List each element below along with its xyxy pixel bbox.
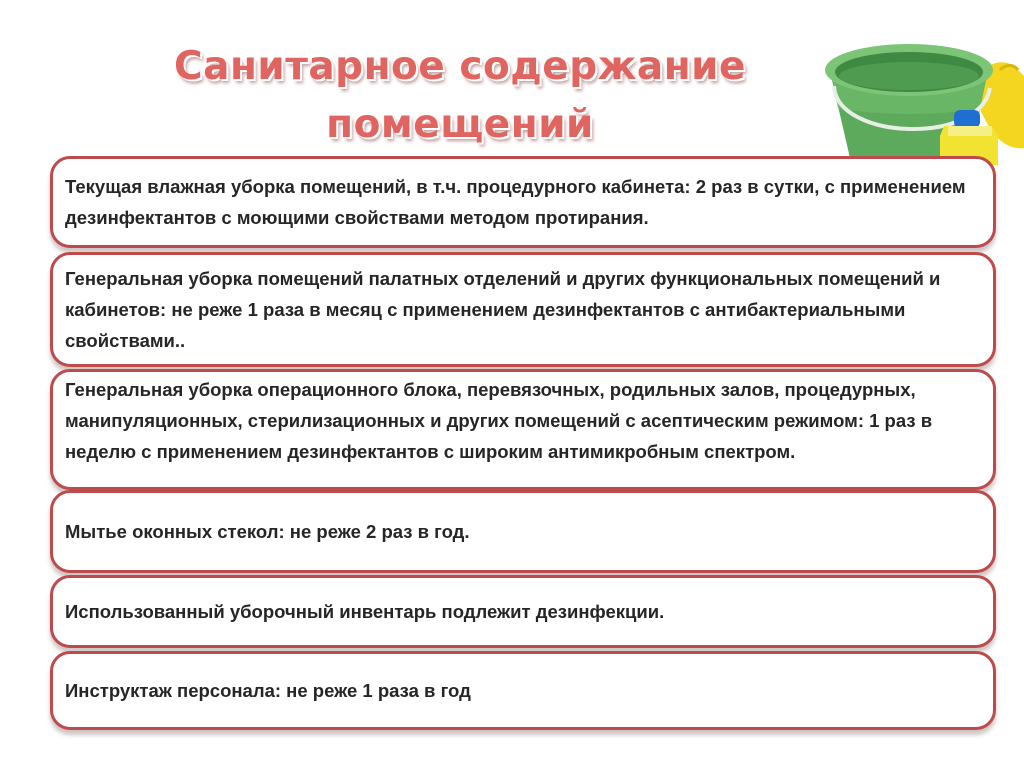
rule-text: Использованный уборочный инвентарь подлежит дезинфекции. <box>65 601 665 622</box>
rule-daily-wet-cleaning <box>50 156 996 248</box>
rule-staff-briefing <box>50 651 996 730</box>
rule-text: Мытье оконных стекол: не реже 2 раз в год. <box>65 521 470 542</box>
title-line-2: помещений <box>326 102 594 147</box>
rule-text: Генеральная уборка операционного блока, перевязочных, родильных залов, процедурных, манипуляционных, стерилизационных и других помещений с асептическим режимом: 1 раз в неделю с применением дезинфектантов с широким антимикробным спектром. <box>65 379 933 462</box>
page-title <box>140 38 780 154</box>
rule-weekly-aseptic-cleaning <box>50 369 996 490</box>
rule-text: Текущая влажная уборка помещений, в т.ч. процедурного кабинета: 2 раз в сутки, с применением дезинфектантов с моющими свойствами методом протирания. <box>65 176 966 228</box>
title-line-1: Санитарное содержание <box>174 44 746 89</box>
bucket-gloves-detergent-icon <box>820 30 1024 165</box>
rule-text: Генеральная уборка помещений палатных отделений и других функциональных помещений и кабинетов: не реже 1 раза в месяц с применением дезинфектантов с антибактериальными свойствами.. <box>65 268 941 351</box>
rule-monthly-general-cleaning <box>50 252 996 367</box>
rule-window-washing <box>50 490 996 573</box>
rule-text: Инструктаж персонала: не реже 1 раза в год <box>65 680 471 701</box>
rule-equipment-disinfection <box>50 575 996 648</box>
